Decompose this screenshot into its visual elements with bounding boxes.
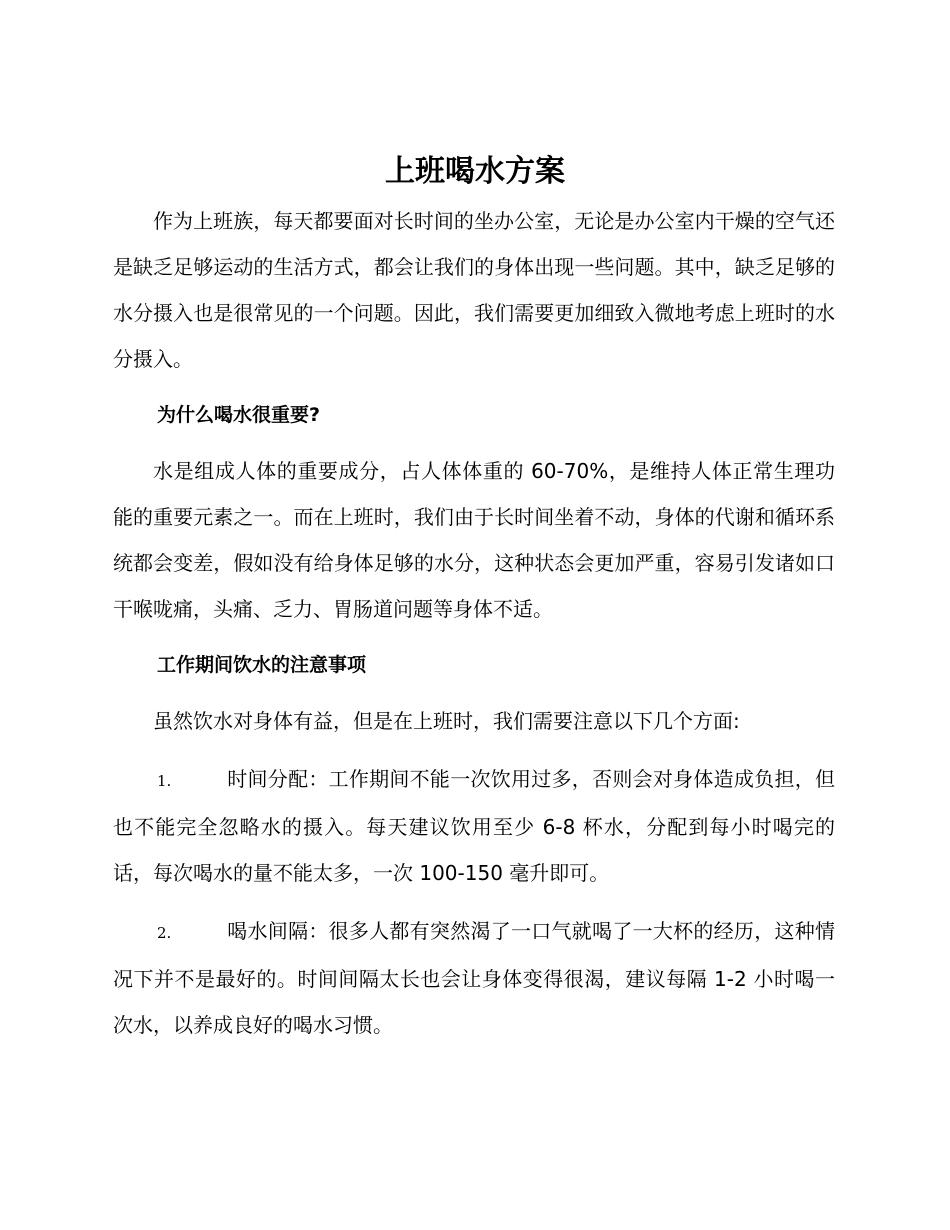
list-item-text: 时间分配：工作期间不能一次饮用过多，否则会对身体造成负担，但也不能完全忽略水的摄入。每天建议饮用至少 6-8 杯水，分配到每小时喝完的话，每次喝水的量不能太多，一次 100-150 毫升即可。 bbox=[113, 767, 835, 885]
page-title: 上班喝水方案 bbox=[385, 154, 565, 189]
section-heading-why: 为什么喝水很重要? bbox=[157, 404, 321, 426]
section-paragraph-why: 水是组成人体的重要成分，占人体体重的 60-70%，是维持人体正常生理功能的重要元素之一。而在上班时，我们由于长时间坐着不动，身体的代谢和循环系统都会变差，假如没有给身体足够的水分，这种状态会更加严重，容易引发诸如口干喉咙痛，头痛、乏力、胃肠道问题等身体不适。 bbox=[113, 459, 835, 621]
list-item-number: 2. bbox=[157, 924, 172, 942]
document-body bbox=[113, 198, 835, 1048]
list-item bbox=[113, 756, 835, 896]
section-heading-notes: 工作期间饮水的注意事项 bbox=[157, 654, 367, 676]
list-item bbox=[113, 908, 835, 1048]
intro-paragraph: 作为上班族，每天都要面对长时间的坐办公室，无论是办公室内干燥的空气还是缺乏足够运动的生活方式，都会让我们的身体出现一些问题。其中，缺乏足够的水分摄入也是很常见的一个问题。因此，我们需要更加细致入微地考虑上班时的水分摄入。 bbox=[113, 209, 835, 371]
list-item-number: 1. bbox=[157, 772, 172, 790]
section-paragraph-notes: 虽然饮水对身体有益，但是在上班时，我们需要注意以下几个方面: bbox=[153, 709, 740, 733]
list-item-text: 喝水间隔：很多人都有突然渴了一口气就喝了一大杯的经历，这种情况下并不是最好的。时间间隔太长也会让身体变得很渴，建议每隔 1-2 小时喝一次水，以养成良好的喝水习惯。 bbox=[113, 919, 835, 1037]
